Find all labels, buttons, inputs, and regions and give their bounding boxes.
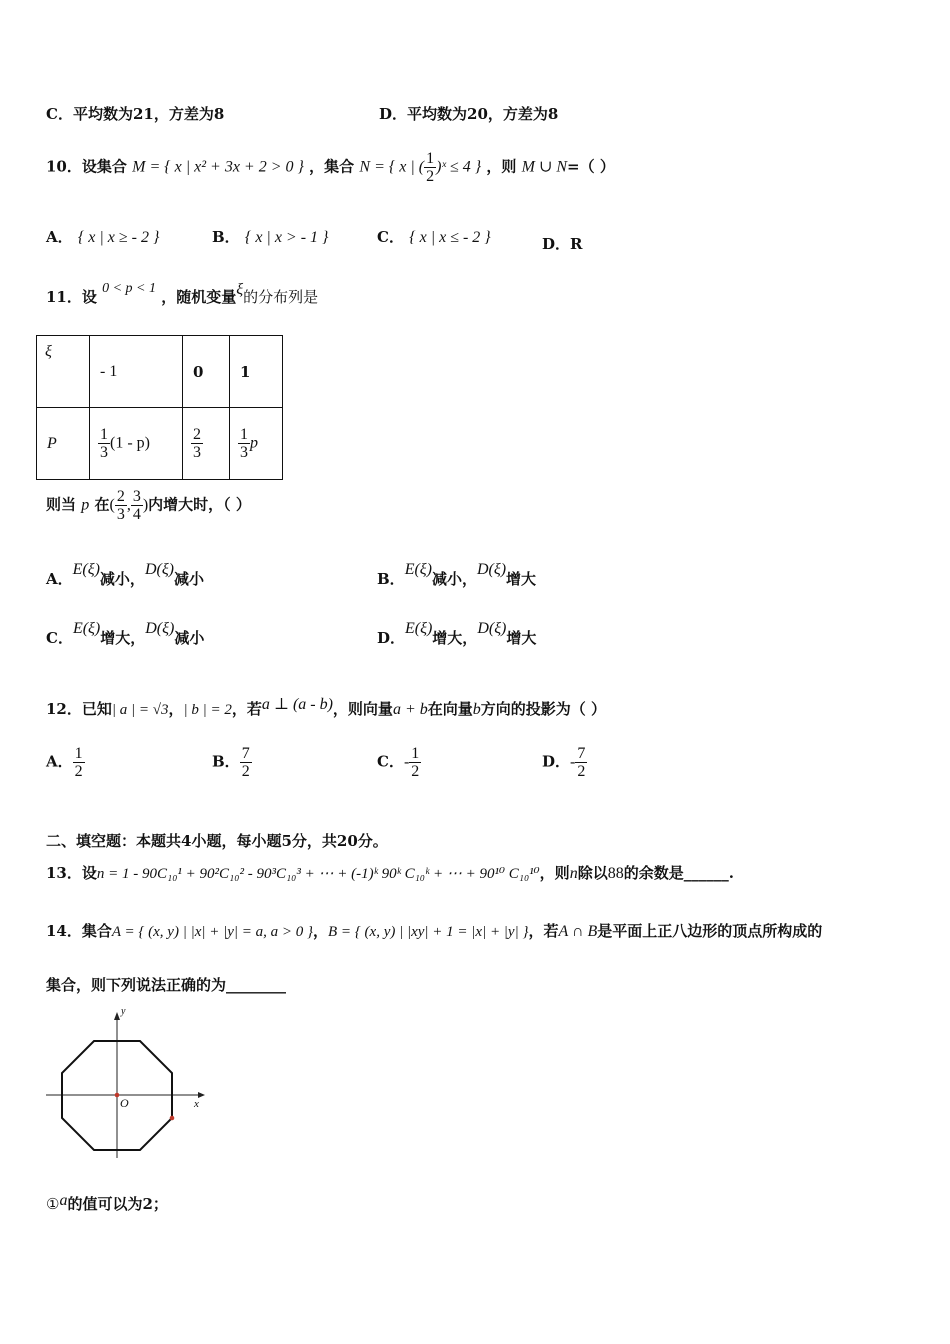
- vertex-point: [170, 1116, 175, 1121]
- q10-union: M ∪ N: [521, 158, 568, 176]
- q11-option-d: D．E(ξ)增大，D(ξ)增大: [377, 620, 537, 647]
- q10-tail: ，则: [486, 157, 517, 176]
- table-cell-p1: $\frac{1}{3}$ (1 - p): [90, 408, 183, 480]
- q14-stem-line2: 集合，则下列说法正确的为________: [46, 976, 287, 994]
- q9-option-d: D．平均数为20，方差为8: [379, 105, 559, 123]
- q12-a-norm: | a | = √3: [111, 702, 169, 718]
- q9-option-c: C．平均数为21，方差为8: [46, 105, 225, 123]
- q13-stem: 13．设n = 1 - 90C₁₀¹ + 90²C₁₀² - 90³C₁₀³ + ⋯ + (-1)ᵏ 90ᵏ C₁₀ᵏ + ⋯ + 90¹⁰ C₁₀¹⁰，则n除以88的余数是______.: [46, 864, 734, 882]
- q11-stem: [46, 281, 319, 307]
- q11-interval: 则当 p 在( $\frac{2}{3}$ , $\frac{3}{4}$ )内增大时，（ ）: [46, 488, 251, 523]
- q10-set-n-frac: $\frac{1}{2}$: [426, 150, 435, 185]
- q11-mid: ，随机变量: [161, 288, 237, 306]
- q13-expression: n = 1 - 90C₁₀¹ + 90²C₁₀² - 90³C₁₀³ + ⋯ + (-1)ᵏ 90ᵏ C₁₀ᵏ + ⋯ + 90¹⁰ C₁₀¹⁰: [96, 866, 540, 882]
- q11-number: 11．设: [46, 288, 97, 306]
- octagon-figure: [44, 1008, 210, 1164]
- origin-label: O: [120, 1096, 129, 1110]
- q10-option-b: B． { x | x > - 1 }: [212, 228, 329, 246]
- q11-tail: 的分布列是: [243, 288, 319, 306]
- x-label: x: [194, 1098, 199, 1110]
- q10-end: =（ ）: [567, 157, 615, 176]
- section-heading: 二、填空题：本题共4小题，每小题5分，共20分。: [46, 832, 388, 850]
- table-cell-p3: $\frac{1}{3}$ p: [230, 408, 283, 480]
- q12-option-b: B． $\frac{7}{2}$: [212, 745, 250, 780]
- q12-perp: a ⊥ (a - b): [261, 696, 333, 713]
- q11-option-a: A．E(ξ)减小，D(ξ)减小: [46, 561, 205, 588]
- q10-stem: [46, 150, 615, 185]
- q10-option-c: C． { x | x ≤ - 2 }: [377, 228, 491, 246]
- q12-option-d: D．- $\frac{7}{2}$: [542, 745, 586, 780]
- q10-option-d: D．R: [542, 235, 583, 253]
- q12-option-c: C．- $\frac{1}{2}$: [377, 745, 420, 780]
- table-cell-neg1: - 1: [90, 336, 183, 408]
- table-cell-p2: $\frac{2}{3}$: [183, 408, 230, 480]
- table-row: [37, 408, 283, 480]
- q10-mid: ，集合: [309, 157, 355, 176]
- q12-b-norm: | b | = 2: [183, 702, 232, 718]
- y-arrow-icon: [114, 1012, 120, 1020]
- q12-stem: 12．已知| a | = √3，| b | = 2，若a ⊥ (a - b)，则向量a + b在向量b方向的投影为（ ）: [46, 696, 606, 718]
- q10-set-n-left: N = { x | (: [359, 158, 425, 176]
- q14-set-b: B = { (x, y) | |xy| + 1 = |x| + |y| }: [328, 924, 529, 940]
- table-cell-1: 1: [230, 336, 283, 408]
- q14-stem: 14．集合A = { (x, y) | |x| + |y| = a, a > 0 }，B = { (x, y) | |xy| + 1 = |x| + |y| }，若A ∩ B是平面上正八边形的顶点所构成的: [46, 922, 823, 940]
- x-arrow-icon: [198, 1092, 205, 1098]
- q11-option-b: B．E(ξ)减小，D(ξ)增大: [377, 561, 537, 588]
- q10-option-a: A． { x | x ≥ - 2 }: [46, 228, 160, 246]
- q11-option-c: C．E(ξ)增大，D(ξ)减小: [46, 620, 205, 647]
- table-cell-0: 0: [183, 336, 230, 408]
- q12-option-a: A． $\frac{1}{2}$: [46, 745, 83, 780]
- q10-set-n-right: )ˣ ≤ 4 }: [436, 158, 482, 176]
- y-label: y: [121, 1006, 126, 1017]
- table-cell-p-label: P: [37, 408, 90, 480]
- q10-set-m: M = { x | x² + 3x + 2 > 0 }: [132, 158, 304, 176]
- q14-set-a: A = { (x, y) | |x| + |y| = a, a > 0 }: [111, 924, 313, 940]
- table-cell-xi: ξ: [37, 336, 90, 408]
- origin-point: [115, 1093, 120, 1098]
- q14-statement-1: ①a的值可以为2；: [46, 1192, 168, 1213]
- q10-number: 10．设集合: [46, 157, 127, 176]
- table-row: [37, 336, 283, 408]
- distribution-table: [36, 335, 283, 480]
- q11-xi: ξ: [236, 281, 244, 298]
- q11-condition: 0 < p < 1: [102, 281, 157, 296]
